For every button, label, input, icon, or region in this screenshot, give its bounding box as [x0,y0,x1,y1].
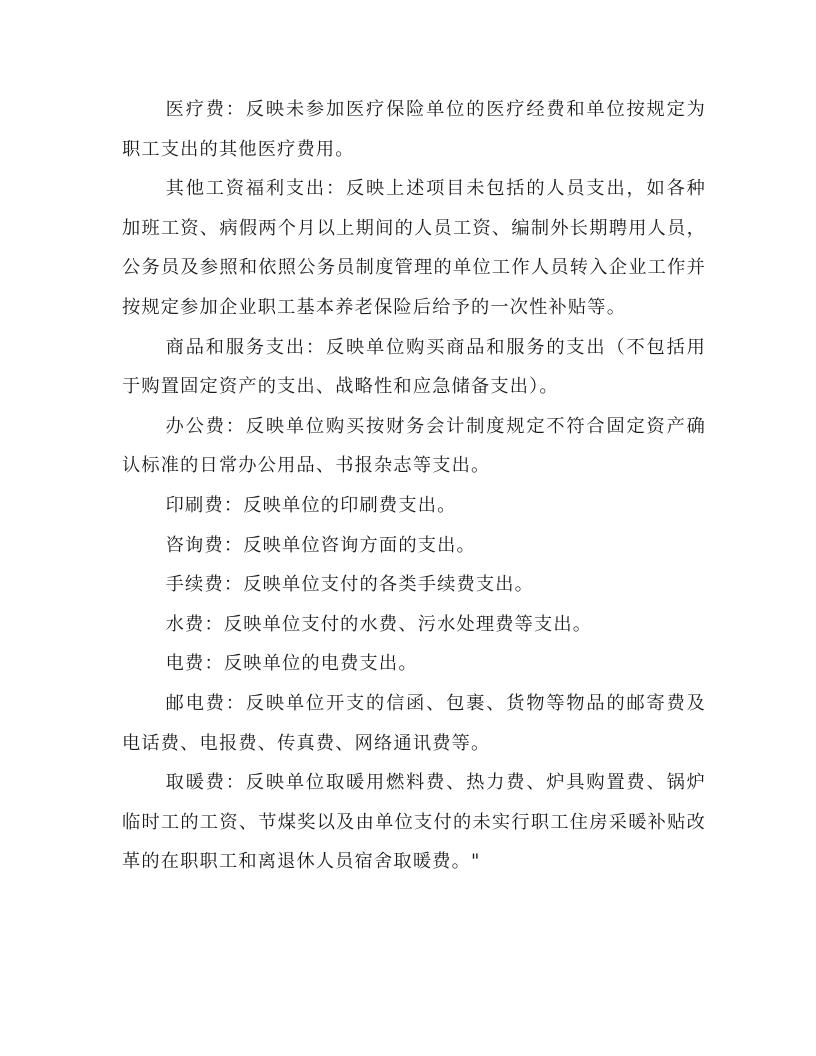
document-body [122,90,706,882]
paragraph-heating-fees: 取暖费：反映单位取暖用燃料费、热力费、炉具购置费、锅炉临时工的工资、节煤奖以及由单位支付的未实行职工住房采暖补贴改革的在职职工和离退休人员宿舍取暖费。" [122,772,706,873]
paragraph-office-expenses: 办公费：反映单位购买按财务会计制度规定不符合固定资产确认标准的日常办公用品、书报杂志等支出。 [122,415,706,477]
paragraph-other-wage-welfare: 其他工资福利支出：反映上述项目未包括的人员支出，如各种加班工资、病假两个月以上期间的人员工资、编制外长期聘用人员，公务员及参照和依照公务员制度管理的单位工作人员转入企业工作并按规定参加企业职工基本养老保险后给予的一次性补贴等。 [122,178,706,318]
paragraph-postal-telecom-fees: 邮电费：反映单位开支的信函、包裹、货物等物品的邮寄费及电话费、电报费、传真费、网络通讯费等。 [122,692,706,754]
paragraph-consulting-expenses: 咨询费：反映单位咨询方面的支出。 [165,534,476,556]
paragraph-water-fees: 水费：反映单位支付的水费、污水处理费等支出。 [165,613,593,635]
paragraph-medical-expenses: 医疗费：反映未参加医疗保险单位的医疗经费和单位按规定为职工支出的其他医疗费用。 [122,99,706,160]
paragraph-goods-services: 商品和服务支出：反映单位购买商品和服务的支出（不包括用于购置固定资产的支出、战略性和应急储备支出）。 [122,336,706,398]
paragraph-handling-fees: 手续费：反映单位支付的各类手续费支出。 [165,574,535,596]
paragraph-electricity-fees: 电费：反映单位的电费支出。 [165,653,418,675]
paragraph-printing-expenses: 印刷费：反映单位的印刷费支出。 [165,494,457,516]
